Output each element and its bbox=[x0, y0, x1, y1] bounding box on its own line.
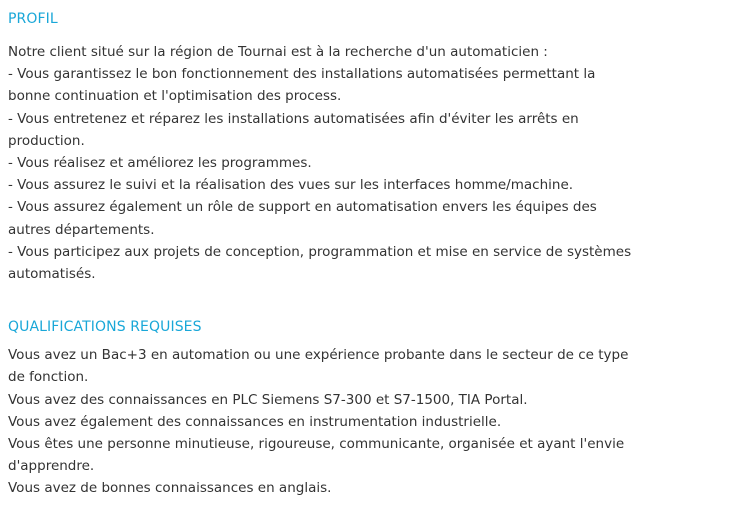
qualification-line: Vous avez de bonnes connaissances en anglais. bbox=[8, 480, 332, 497]
profile-line: - Vous assurez également un rôle de support en automatisation envers les équipes des bbox=[8, 199, 597, 216]
qualifications-section bbox=[8, 316, 726, 499]
qualification-line: de fonction. bbox=[8, 369, 89, 386]
profile-line: production. bbox=[8, 132, 85, 149]
profile-line: - Vous réalisez et améliorez les programmes. bbox=[8, 155, 312, 172]
spacer bbox=[8, 30, 726, 41]
profile-line: bonne continuation et l'optimisation des process. bbox=[8, 88, 342, 105]
profile-line: autres départements. bbox=[8, 221, 155, 238]
qualification-line: Vous avez également des connaissances en instrumentation industrielle. bbox=[8, 413, 502, 430]
profile-heading: PROFIL bbox=[8, 11, 58, 27]
section-divider-space bbox=[8, 285, 726, 316]
qualification-line: Vous êtes une personne minutieuse, rigoureuse, communicante, organisée et ayant l'envie bbox=[8, 436, 625, 453]
profile-line: - Vous garantissez le bon fonctionnement des installations automatisées permettant la bbox=[8, 66, 596, 83]
qualification-line: d'apprendre. bbox=[8, 458, 95, 475]
profile-line-intro: Notre client situé sur la région de Tournai est à la recherche d'un automaticien : bbox=[8, 44, 548, 60]
qualification-line: Vous avez des connaissances en PLC Siemens S7-300 et S7-1500, TIA Portal. bbox=[8, 391, 528, 408]
qualification-line: Vous avez un Bac+3 en automation ou une expérience probante dans le secteur de ce type bbox=[8, 347, 629, 364]
profile-section bbox=[8, 8, 726, 285]
profile-line: automatisés. bbox=[8, 266, 96, 283]
qualifications-heading: QUALIFICATIONS REQUISES bbox=[8, 319, 202, 336]
profile-line: - Vous entretenez et réparez les installations automatisées afin d'éviter les arrêts en bbox=[8, 110, 579, 127]
profile-line: - Vous participez aux projets de conception, programmation et mise en service de systèmes bbox=[8, 243, 632, 260]
profile-line: - Vous assurez le suivi et la réalisation des vues sur les interfaces homme/machine. bbox=[8, 177, 574, 194]
